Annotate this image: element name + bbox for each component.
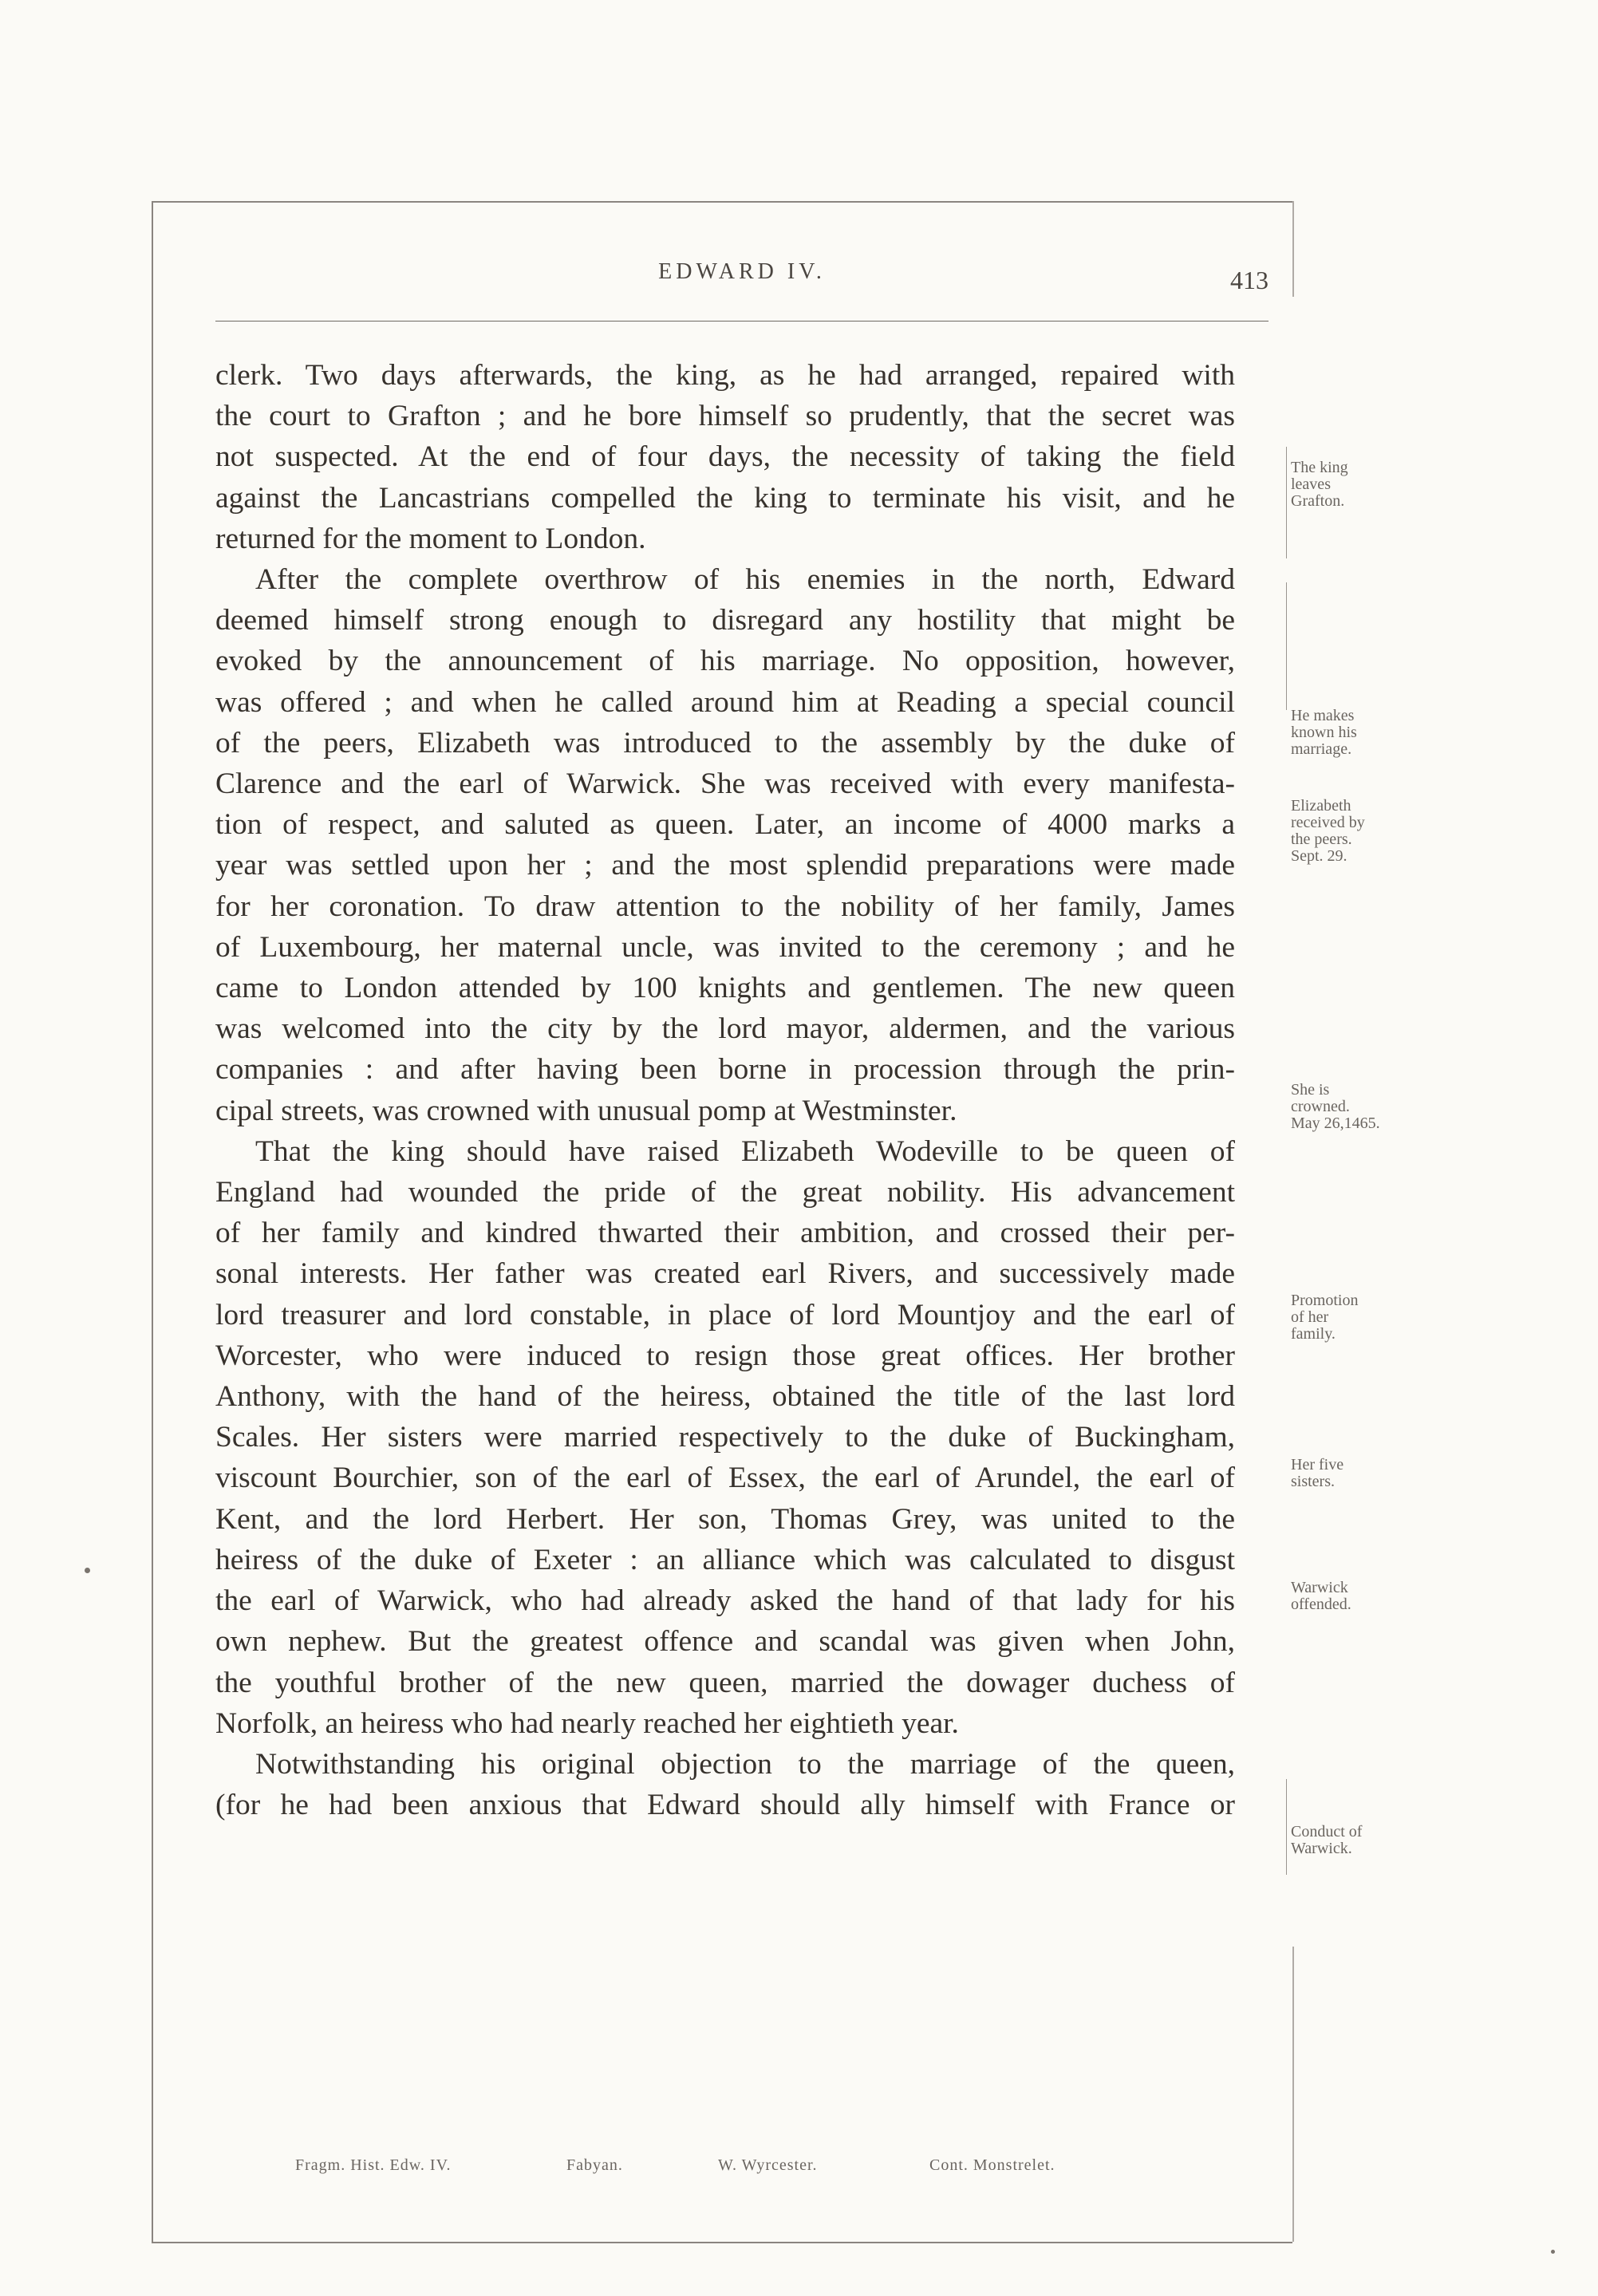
margin-note-line: Elizabeth (1291, 797, 1351, 815)
margin-note (1291, 1082, 1418, 1132)
margin-note-line: known his (1291, 724, 1357, 741)
text-line: Worcester, who were induced to resign those great offices. Her brother (215, 1339, 1235, 1372)
margin-rule (1286, 447, 1287, 558)
plate-border-bottom (152, 2242, 1292, 2243)
text-line: of the peers, Elizabeth was introduced to the assembly by the duke of (215, 726, 1235, 759)
text-line: was offered ; and when he called around him at Reading a special council (215, 685, 1235, 719)
text-line: Kent, and the lord Herbert. Her son, Thomas Grey, was united to the (215, 1502, 1235, 1536)
ink-speck (1551, 2250, 1555, 2254)
text-line: England had wounded the pride of the great nobility. His advancement (215, 1176, 1235, 1209)
text-line: sonal interests. Her father was created earl Rivers, and successively made (215, 1257, 1235, 1291)
footnote-source: W. Wyrcester. (718, 2156, 818, 2174)
margin-note-line: leaves (1291, 475, 1331, 493)
footnotes (295, 2156, 1253, 2180)
margin-note-line: family. (1291, 1325, 1336, 1343)
margin-note-line: Her five (1291, 1456, 1344, 1473)
text-line: viscount Bourchier, son of the earl of Essex, the earl of Arundel, the earl of (215, 1462, 1235, 1495)
margin-note (1291, 460, 1418, 510)
text-line: not suspected. At the end of four days, the necessity of taking the field (215, 440, 1235, 474)
margin-note-line: Promotion (1291, 1292, 1359, 1309)
header-rule (215, 321, 1269, 322)
text-line: (for he had been anxious that Edward should ally himself with France or (215, 1789, 1235, 1822)
plate-border-top (152, 201, 1292, 203)
text-line: cipal streets, was crowned with unusual pomp at Westminster. (215, 1094, 957, 1127)
text-line: tion of respect, and saluted as queen. Later, an income of 4000 marks a (215, 808, 1235, 842)
margin-note-line: crowned. (1291, 1098, 1350, 1115)
plate-border-right-lower (1292, 1947, 1294, 2242)
text-line: of her family and kindred thwarted their ambition, and crossed their per- (215, 1217, 1235, 1250)
text-line: the earl of Warwick, who had already asked the hand of that lady for his (215, 1584, 1235, 1618)
margin-note (1291, 1824, 1418, 1857)
margin-note-line: May 26,1465. (1291, 1114, 1380, 1132)
text-line: of Luxembourg, her maternal uncle, was invited to the ceremony ; and he (215, 930, 1235, 964)
text-line: clerk. Two days afterwards, the king, as he had arranged, repaired with (215, 359, 1235, 392)
margin-note-line: the peers. (1291, 830, 1352, 848)
text-line: year was settled upon her ; and the most splendid preparations were made (215, 849, 1235, 882)
margin-note-line: Conduct of (1291, 1823, 1363, 1840)
footnote-source: Cont. Monstrelet. (929, 2156, 1055, 2174)
plate-border-left (152, 201, 153, 2243)
body-text (215, 355, 1235, 1825)
margin-note-line: Sept. 29. (1291, 847, 1347, 865)
margin-note (1291, 1580, 1418, 1613)
footnote-source: Fragm. Hist. Edw. IV. (295, 2156, 452, 2174)
page-number: 413 (1230, 266, 1269, 294)
margin-note-line: Grafton. (1291, 492, 1345, 510)
text-line: Scales. Her sisters were married respectively to the duke of Buckingham, (215, 1421, 1235, 1454)
margin-note-line: Warwick (1291, 1579, 1348, 1596)
margin-note (1291, 798, 1418, 865)
text-line: Clarence and the earl of Warwick. She was received with every manifesta- (215, 767, 1235, 801)
text-line: against the Lancastrians compelled the king to terminate his visit, and he (215, 481, 1235, 515)
margin-note-line: The king (1291, 459, 1348, 476)
running-header (215, 259, 1269, 307)
text-line: the court to Grafton ; and he bore himself so prudently, that the secret was (215, 400, 1235, 433)
text-line: the youthful brother of the new queen, married the dowager duchess of (215, 1666, 1235, 1699)
margin-note (1291, 1292, 1418, 1343)
text-line: Notwithstanding his original objection to the marriage of the queen, (255, 1747, 1235, 1781)
text-line: returned for the moment to London. (215, 522, 646, 555)
margin-rule (1286, 582, 1287, 710)
margin-note-line: She is (1291, 1081, 1330, 1099)
margin-note (1291, 1457, 1418, 1490)
footnote-source: Fabyan. (566, 2156, 623, 2174)
margin-note-line: Warwick. (1291, 1840, 1352, 1857)
text-line: After the complete overthrow of his enemies in the north, Edward (255, 563, 1235, 597)
running-title: EDWARD IV. (658, 259, 826, 284)
text-line: lord treasurer and lord constable, in place of lord Mountjoy and the earl of (215, 1298, 1235, 1331)
margin-note-line: sisters. (1291, 1473, 1335, 1490)
text-line: heiress of the duke of Exeter : an alliance which was calculated to disgust (215, 1543, 1235, 1576)
plate-border-right-upper (1292, 201, 1294, 297)
margin-note-line: offended. (1291, 1596, 1351, 1613)
ink-speck (85, 1568, 90, 1573)
text-line: was welcomed into the city by the lord mayor, aldermen, and the various (215, 1012, 1235, 1046)
text-line: companies : and after having been borne in procession through the prin- (215, 1053, 1235, 1087)
margin-rule (1286, 1779, 1287, 1875)
text-line: Norfolk, an heiress who had nearly reached her eightieth year. (215, 1706, 959, 1740)
text-line: own nephew. But the greatest offence and scandal was given when John, (215, 1625, 1235, 1659)
text-line: Anthony, with the hand of the heiress, obtained the title of the last lord (215, 1380, 1235, 1414)
margin-note-line: received by (1291, 814, 1365, 831)
margin-note-line: marriage. (1291, 740, 1352, 758)
text-line: came to London attended by 100 knights and gentlemen. The new queen (215, 972, 1235, 1005)
margin-note (1291, 708, 1418, 758)
text-line: for her coronation. To draw attention to the nobility of her family, James (215, 890, 1235, 923)
text-line: evoked by the announcement of his marriage. No opposition, however, (215, 645, 1235, 678)
text-line: That the king should have raised Elizabeth Wodeville to be queen of (255, 1134, 1235, 1168)
margin-note-line: of her (1291, 1308, 1329, 1326)
text-line: deemed himself strong enough to disregard any hostility that might be (215, 604, 1235, 637)
margin-note-line: He makes (1291, 707, 1355, 724)
